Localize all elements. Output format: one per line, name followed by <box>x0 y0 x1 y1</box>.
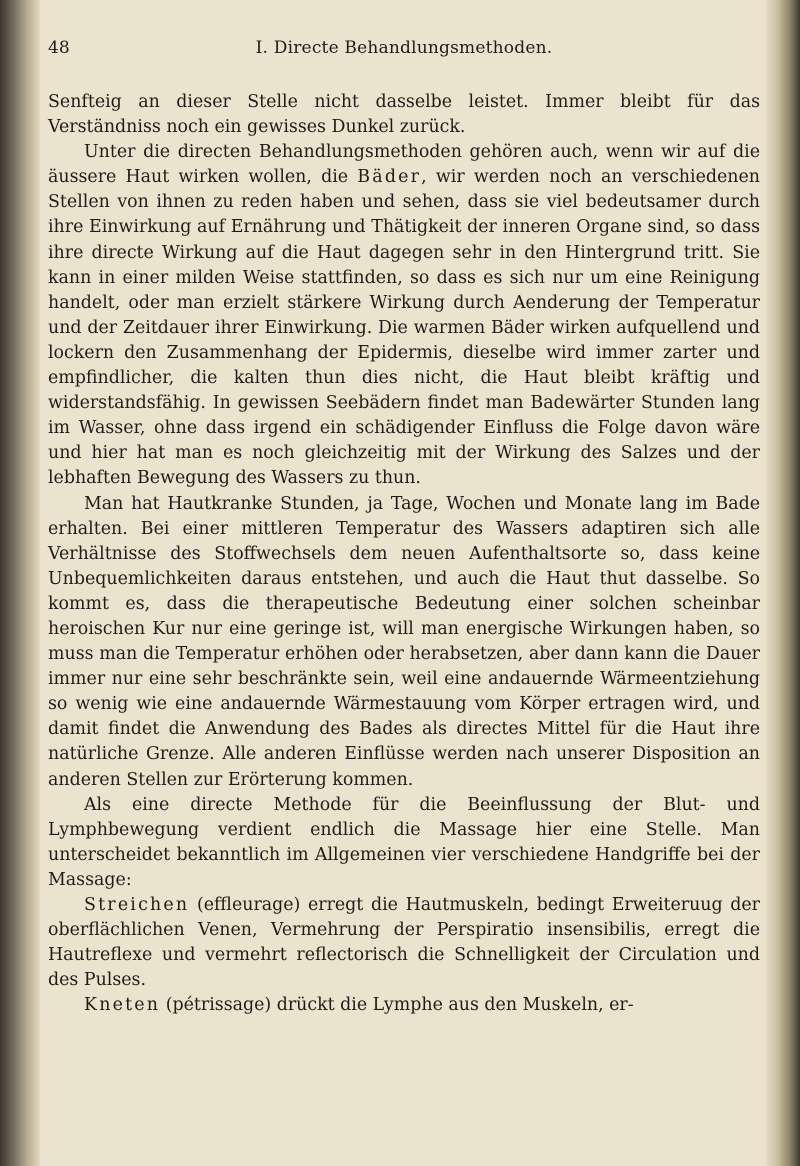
paragraph-2-part-3: , wir werden noch an verschiedenen Stellen von ihnen zu reden haben und sehen, dass sie viel bedeutsamer durch ihre Einwirkung auf Ernährung und Thätigkeit der inneren Organe sind, so dass ihre directe Wirkung auf die Haut dagegen sehr in den Hintergrund tritt. Sie kann in einer milden Weise stattfinden, so dass es sich nur um eine Reinigung handelt, oder man erzielt stärkere Wirkung durch Aenderung der Temperatur und der Zeitdauer ihrer Einwirkung. Die warmen Bäder wirken aufquellend und lockern den Zusammenhang der Epidermis, dieselbe wird immer zarter und empfindlicher, die kalten thun dies nicht, die Haut bleibt kräftig und widerstandsfähig. In gewissen Seebädern findet man Badewärter Stunden lang im Wasser, ohne dass irgend ein schädigender Einfluss die Folge davon wäre und hier hat man es noch gleichzeitig mit der Wirkung des Salzes und der lebhaften Bewegung des Wassers zu thun. <box>48 167 760 489</box>
paragraph-2-part-1: Unter die directen Behandlungsmethoden gehören auch, wenn wir auf die äussere Haut wirken wollen, die <box>48 142 760 188</box>
paragraph-3: Man hat Hautkranke Stunden, ja Tage, Wochen und Monate lang im Bade erhalten. Bei einer mittleren Temperatur des Wassers adaptiren sich alle Verhältnisse des Stoffwechsels dem neuen Aufenthaltsorte so, dass keine Unbequemlichkeiten daraus entstehen, und auch die Haut thut dasselbe. So kommt es, dass die therapeutische Bedeutung einer solchen scheinbar heroischen Kur nur eine geringe ist, will man energische Wirkungen haben, so muss man die Temperatur erhöhen oder herabsetzen, aber dann kann die Dauer immer nur eine sehr beschränkte sein, weil eine andauernde Wärmeentziehung so wenig wie eine andauernde Wärmestauung vom Körper ertragen wird, und damit findet die Anwendung des Bades als directes Mittel für die Haut ihre natürliche Grenze. Alle anderen Einflüsse werden nach unserer Disposition an anderen Stellen zur Erörterung kommen. <box>48 493 760 790</box>
paragraph-2 <box>48 140 760 491</box>
page-number: 48 <box>48 38 70 58</box>
running-title: I. Directe Behandlungsmethoden. <box>255 38 553 58</box>
emphasis-kneten: Kneten <box>84 995 161 1016</box>
page-header <box>48 38 760 68</box>
emphasis-baeder: Bäder <box>357 167 422 188</box>
paragraph-1: Senfteig an dieser Stelle nicht dasselbe leistet. Immer bleibt für das Verständniss noch ein gewisses Dunkel zurück. <box>48 92 760 138</box>
right-page-edge <box>766 0 800 1166</box>
paragraph-5 <box>48 893 760 993</box>
paragraph-6 <box>48 993 760 1018</box>
paragraph-4: Als eine directe Methode für die Beeinflussung der Blut- und Lymphbewegung verdient endlich die Massage hier eine Stelle. Man unterscheidet bekanntlich im Allgemeinen vier verschiedene Handgriffe bei der Massage: <box>48 794 760 890</box>
left-page-gutter <box>0 0 40 1166</box>
body-text <box>48 90 760 1018</box>
paragraph-5-part-2: (effleurage) erregt die Hautmuskeln, bedingt Erweiteruug der oberflächlichen Venen, Vermehrung der Perspiratio insensibilis, erregt die Hautreflexe und vermehrt reflectorisch die Schnelligkeit der Circulation und des Pulses. <box>48 895 760 991</box>
book-page <box>48 38 760 1018</box>
emphasis-streichen: Streichen <box>84 895 190 915</box>
paragraph-6-part-2: (pétrissage) drückt die Lymphe aus den Muskeln, er- <box>160 995 634 1016</box>
